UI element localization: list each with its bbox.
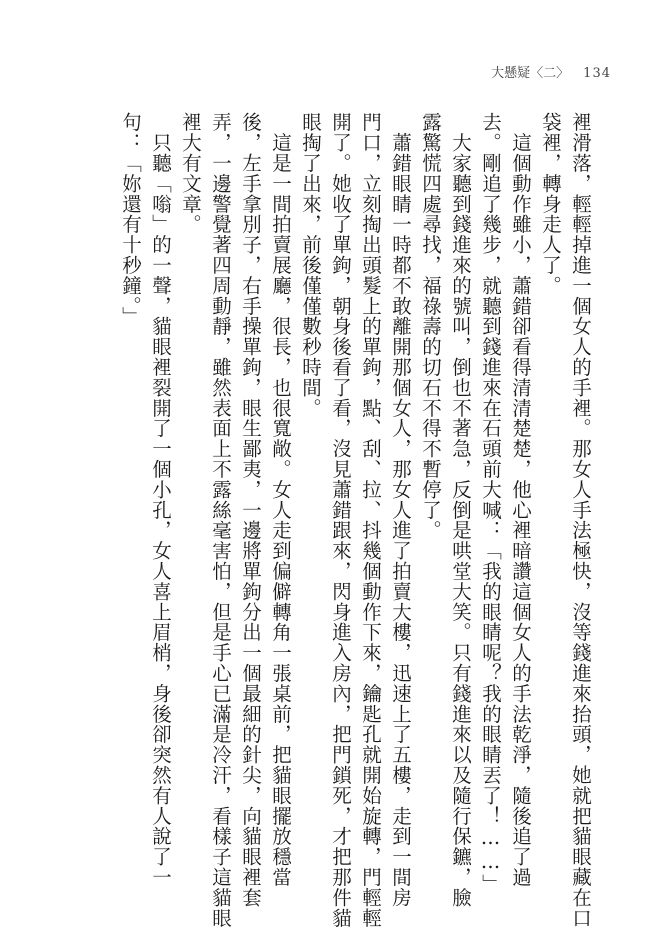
text-column: 這個動作雖小，蕭錯卻看得清清楚楚，他心裡暗讚這個女人的手法乾淨，隨後追了過 [509,112,532,888]
text-column: 裡滑落，輕輕掉進一個女人的手裡。那女人手法極快，沒等錢進來抬頭，她就把貓眼藏在口 [569,112,592,928]
text-column: 句：「妳還有十秒鐘。」 [119,112,142,327]
text-column: 後，左手拿別子，右手操單鉤，眼生鄙夷，一邊將單鉤分出一個最細的針尖，向貓眼裡套 [239,112,262,908]
text-column: 眼掏了出來，前後僅僅數秒時間。 [299,112,322,418]
text-column: 裡大有文章。 [179,112,202,235]
text-column: 袋裡，轉身走人了。 [539,112,562,296]
book-title: 大懸疑〈二〉 [491,66,570,81]
text-column: 只聽「嗡」的一聲，貓眼裡裂開了一個小孔，女人喜上眉梢，身後卻突然有人說了一 [149,112,172,888]
text-column: 門口，立刻掏出頭髮上的單鉤，點、刮、拉、抖幾個動作下來，鑰匙孔就開始旋轉，門輕輕 [359,112,382,928]
text-column: 露驚慌四處尋找，福祿壽的切石不得不暫停了。 [419,112,442,541]
running-header [491,62,611,81]
text-column: 弄，一邊警覺著四周動靜，雖然表面上不露絲毫害怕，但是手心已滿是冷汗，看樣子這貓眼 [209,112,232,928]
text-column: 大家聽到錢進來的號叫，倒也不著急，反倒是哄堂大笑。只有錢進來以及隨行保鑣，臉 [449,112,472,908]
page-number: 134 [583,66,611,81]
text-column: 這是一間拍賣展廳，很長，也很寬敞。女人走到偏僻轉角一張桌前，把貓眼擺放穩當 [269,112,292,888]
text-column: 去。剛追了幾步，就聽到錢進來在石頭前大喊：「我的眼睛呢？我的眼睛丟了！……」 [479,112,502,895]
text-column: 蕭錯眼睛一時都不敢離開那個女人，那女人進了拍賣大樓，迅速上了五樓，走到一間房 [389,112,412,908]
text-column: 開了。她收了單鉤，朝身後看了看，沒見蕭錯跟來，閃身進入房內，把門鎖死，才把那件貓 [329,112,352,928]
